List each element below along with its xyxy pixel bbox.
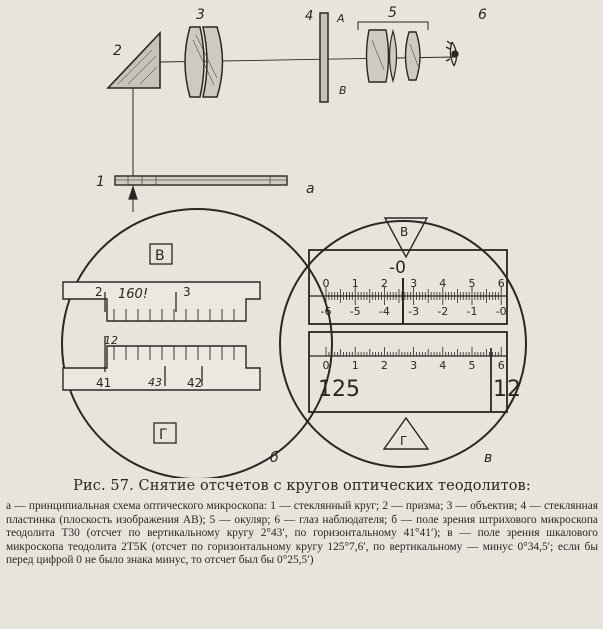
label-plate-a: A (337, 12, 345, 25)
view-b-upper-handwritten: 160! (118, 287, 149, 302)
label-eye: 6 (478, 7, 487, 23)
label-part-b: б (270, 450, 279, 466)
view-b-lower-mid-mark: 43 (148, 376, 162, 389)
view-v-vertical-index-label: -0 (389, 258, 406, 278)
view-b-upper-num-3: 3 (183, 285, 191, 299)
eyepiece-lens-1 (367, 30, 389, 82)
label-part-v: в (484, 450, 493, 466)
scale-number: 5 (468, 359, 476, 372)
label-plate-b: B (339, 84, 347, 97)
eye-icon (446, 41, 458, 66)
view-b-lower-num-41: 41 (96, 376, 112, 390)
scale-number: 2 (380, 359, 388, 372)
scale-number: 2 (380, 277, 388, 290)
label-glass-circle: 1 (96, 174, 105, 190)
view-v-horizontal-value-left: 125 (318, 377, 360, 402)
view-b-index-top: В (155, 248, 165, 264)
view-v-index-bottom: Г (400, 434, 408, 448)
view-b-upper-num-2: 2 (95, 285, 103, 299)
scale-number: -3 (408, 305, 420, 318)
scale-number: 1 (351, 359, 359, 372)
objective-lens-2 (203, 27, 223, 97)
caption-title: Рис. 57. Снятие отсчетов с кругов оптических теодолитов: (73, 478, 531, 494)
eyepiece-lens-2 (390, 31, 397, 81)
scale-number: -2 (437, 305, 449, 318)
scale-number: 0 (322, 359, 330, 372)
scale-number: 6 (497, 277, 505, 290)
scale-number: -5 (349, 305, 361, 318)
caption-body: а — принципиальная схема оптического микроскопа: 1 — стеклянный круг; 2 — призма; 3 — объектив; 4 — стеклянная пластинка (плоскость изображения АВ); 5 — окуляр; 6 — глаз наблюдателя; б — поле зрения штрихового микроскопа теодолита Т30 (отсчет по вертикальному кругу 2°43′, по горизонтальному 41°41′); в — поле зрения шкалового микроскопа теодолита 2Т5К (отсчет по горизонтальному кругу 125°7,6′, по вертикальному — минус 0°34,5′; если бы перед цифрой 0 не было знака минус, то отсчет был бы 0°25,5′) (6, 500, 598, 567)
scale-number: -6 (320, 305, 332, 318)
label-eyepiece: 5 (388, 5, 397, 21)
view-v-horizontal-ticks (326, 347, 501, 356)
view-v-index-top: В (400, 225, 409, 239)
scale-number: 6 (497, 359, 505, 372)
label-plate: 4 (305, 9, 314, 24)
view-v-horizontal-value-right: 12 (493, 377, 521, 402)
glass-plate (320, 13, 328, 102)
glass-circle (115, 176, 287, 185)
view-b-lower-num-42: 42 (187, 376, 203, 390)
scale-number: 4 (439, 359, 447, 372)
scale-number: 0 (322, 277, 330, 290)
scale-number: -4 (378, 305, 390, 318)
scale-number: 3 (410, 277, 418, 290)
label-prism: 2 (113, 43, 122, 59)
scale-number: 3 (410, 359, 418, 372)
view-b-circle (62, 209, 332, 478)
objective-lens-1 (185, 27, 204, 97)
figure-caption (6, 478, 598, 568)
label-objective: 3 (196, 7, 205, 23)
view-b-upper-scale (63, 282, 260, 321)
view-b-lower-handwritten: 12 (104, 334, 118, 347)
scale-number: -1 (466, 305, 478, 318)
ray-arrowhead (129, 187, 137, 199)
scale-number: 1 (351, 277, 359, 290)
prism (108, 33, 160, 88)
scale-number: -0 (495, 305, 507, 318)
label-part-a: а (306, 181, 315, 197)
scale-number: 4 (439, 277, 447, 290)
scale-number: 5 (468, 277, 476, 290)
eyepiece-lens-3 (406, 32, 421, 80)
view-b-index-bottom: Г (159, 427, 168, 443)
